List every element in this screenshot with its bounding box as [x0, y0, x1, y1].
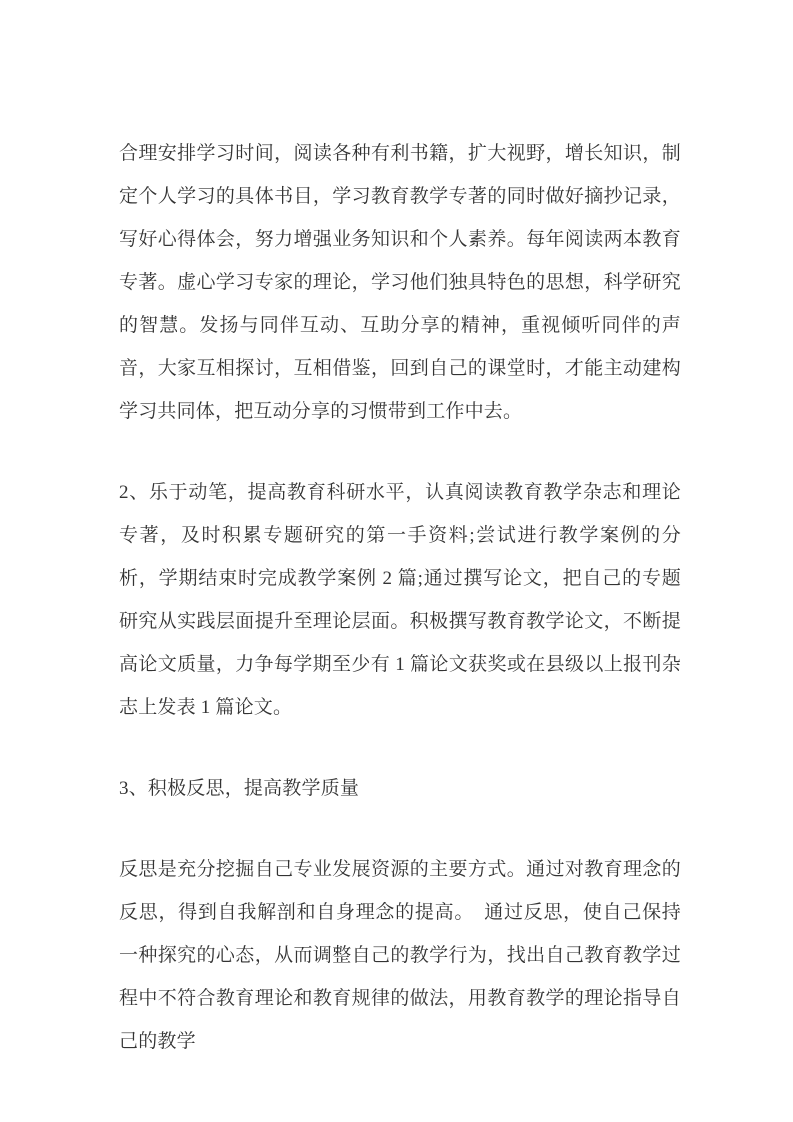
body-paragraph: 反思是充分挖掘自己专业发展资源的主要方式。通过对教育理念的反思，得到自我解剖和自身理念的提高。 通过反思，使自己保持一种探究的心态，从而调整自己的教学行为，找出自己教育教学过程中不符合教育理论和教育规律的做法，用教育教学的理论指导自己的教学 — [119, 859, 681, 1052]
body-paragraph: 2、乐于动笔，提高教育科研水平，认真阅读教育教学杂志和理论专著，及时积累专题研究的第一手资料;尝试进行教学案例的分析，学期结束时完成教学案例 2 篇;通过撰写论文，把自己的专题研究从实践层面提升至理论层面。积极撰写教育教学论文，不断提高论文质量，力争每学期至少有 1 篇论文获奖或在县级以上报刊杂志上发表 1 篇论文。 — [119, 482, 681, 718]
section-heading: 3、积极反思，提高教学质量 — [119, 778, 360, 799]
body-paragraph: 合理安排学习时间，阅读各种有利书籍，扩大视野，增长知识，制定个人学习的具体书目，学习教育教学专著的同时做好摘抄记录，写好心得体会，努力增强业务知识和个人素养。每年阅读两本教育专著。虚心学习专家的理论，学习他们独具特色的思想，科学研究的智慧。发扬与同伴互动、互助分享的精神，重视倾听同伴的声音，大家互相探讨，互相借鉴，回到自己的课堂时，才能主动建构学习共同体，把互动分享的习惯带到工作中去。 — [119, 143, 681, 422]
